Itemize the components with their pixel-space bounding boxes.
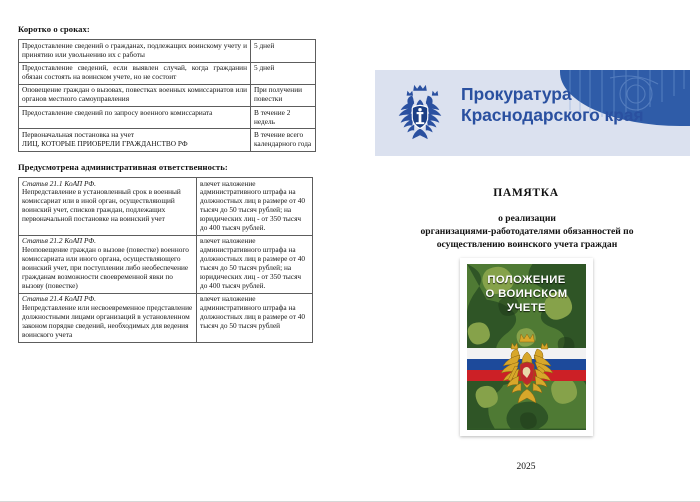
offence-text: Неоповещение граждан о вызове (повестке) военного комиссариата или иного органа, осуществляющего воинский учет, при поступлении либо необеспечение гражданам возможности своевременной явки по вызову (повестке) [22, 245, 189, 290]
liability-table-heading: Предусмотрена административная ответственность: [18, 161, 228, 172]
brand-line-2: Краснодарского края [461, 105, 644, 125]
table-row [19, 84, 316, 106]
table-row [19, 235, 313, 293]
article-title: Статья 21.1 КоАП РФ. [22, 178, 96, 188]
table-row [19, 129, 316, 151]
liability-offence-cell [19, 178, 197, 236]
terms-term-cell: При получении повестки [251, 84, 316, 106]
terms-subject-line-2: ЛИЦ, КОТОРЫЕ ПРИОБРЕЛИ ГРАЖДАНСТВО РФ [22, 138, 188, 148]
terms-subject-cell: Предоставление сведений о гражданах, подлежащих воинскому учету и принятию или увольнению их с работы [19, 40, 251, 62]
terms-term-cell: 5 дней [251, 40, 316, 62]
offence-text: Непредставление в установленный срок в военный комиссариат или в иной орган, осуществляющий воинский учет, списков граждан, подлежащих первоначальной постановке на воинский учет [22, 187, 181, 224]
banner-brand-text [461, 84, 676, 126]
terms-term-cell: В течение 2 недель [251, 107, 316, 129]
liability-table [18, 177, 313, 343]
liability-offence-cell [19, 235, 197, 293]
prosecutor-emblem-icon [389, 82, 451, 144]
table-row [19, 62, 316, 84]
table-row [19, 107, 316, 129]
left-column [18, 24, 318, 343]
terms-subject-cell: Оповещение граждан о вызовах, повестках военных комиссариатов или органов местного самоуправления [19, 84, 251, 106]
subtitle-line-2: организациями-работодателями обязанностей по [420, 225, 634, 237]
liability-offence-cell [19, 293, 197, 342]
terms-subject-cell: Предоставление сведений, если выявлен случай, когда гражданин обязан состоять на воинском учете, но не состоит [19, 62, 251, 84]
article-title: Статья 21.4 КоАП РФ. [22, 294, 96, 304]
russian-coat-of-arms-icon [491, 332, 563, 408]
terms-term-cell: 5 дней [251, 62, 316, 84]
offence-text: Непредставление или несвоевременное представление должностными лицами организаций в установленном законом порядке сведений, необходимых для ведения воинского учета [22, 303, 193, 339]
page-subtitle [366, 213, 688, 252]
terms-table [18, 39, 316, 151]
booklet-title-line-2: О ВОИНСКОМ [485, 287, 568, 300]
booklet-title [467, 274, 586, 315]
terms-subject-cell [19, 129, 251, 151]
right-column [352, 0, 700, 502]
prosecutor-banner [375, 70, 690, 156]
section-spacer [18, 152, 318, 162]
brand-line-1: Прокуратура [461, 84, 572, 104]
booklet-title-line-3: УЧЕТЕ [507, 301, 546, 314]
terms-term-cell: В течение всего календарного года [251, 129, 316, 151]
article-title: Статья 21.2 КоАП РФ. [22, 236, 96, 246]
terms-subject-line-1: Первоначальная постановка на учет [22, 129, 135, 139]
booklet-title-line-1: ПОЛОЖЕНИЕ [487, 274, 566, 286]
terms-table-heading: Коротко о сроках: [18, 24, 90, 34]
table-row [19, 293, 313, 342]
booklet-cover [467, 264, 586, 430]
liability-penalty-cell: влечет наложение административного штрафа на должностных лиц в размере от 40 тысяч до 50 тысяч рублей [197, 293, 313, 342]
subtitle-line-3: осуществлению воинского учета граждан [436, 238, 618, 250]
terms-subject-cell: Предоставление сведений по запросу военного комиссариата [19, 107, 251, 129]
subtitle-line-1: о реализации [498, 213, 556, 224]
table-row [19, 40, 316, 62]
table-row [19, 178, 313, 236]
page-title: ПАМЯТКА [493, 186, 559, 199]
liability-penalty-cell: влечет наложение административного штрафа на должностных лиц в размере от 40 тысяч до 50 тысяч рублей; на юридических лиц - от 350 тысяч до 400 тысяч рублей. [197, 178, 313, 236]
liability-penalty-cell: влечет наложение административного штрафа на должностных лиц в размере от 40 тысяч до 50 тысяч рублей; на юридических лиц - от 350 тысяч до 400 тысяч рублей. [197, 235, 313, 293]
document-year: 2025 [516, 462, 536, 472]
booklet-cover-image [460, 258, 593, 436]
